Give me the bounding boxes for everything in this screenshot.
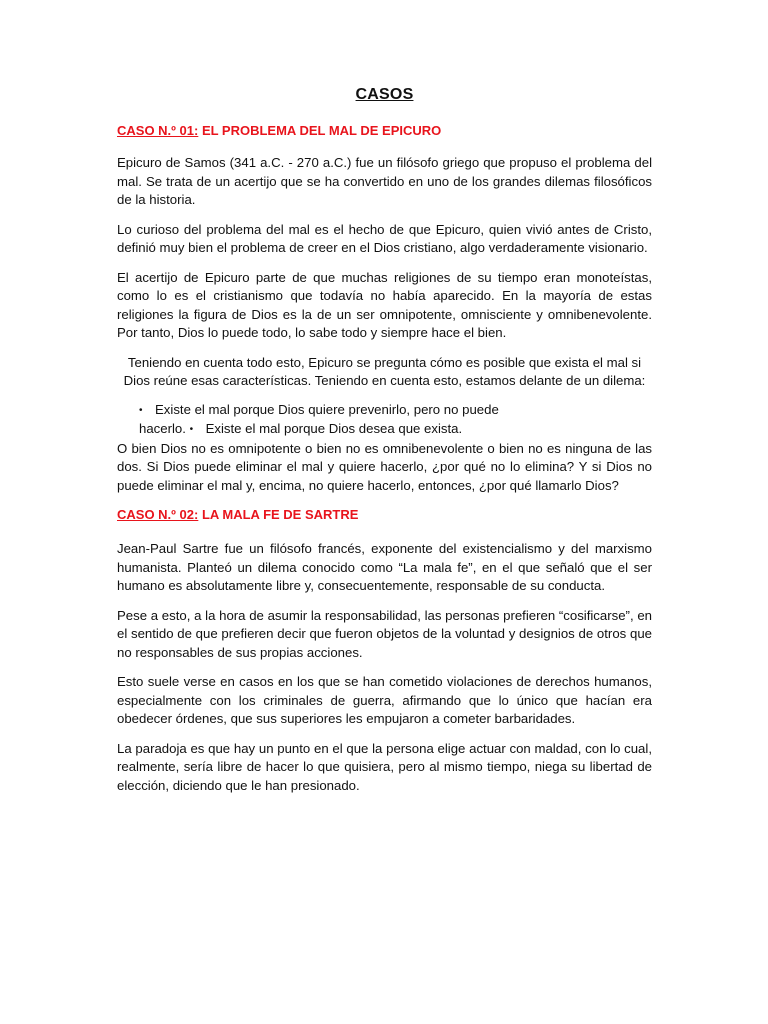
dilemma-item-1-continuation: hacerlo. [139,421,186,436]
dilemma-item-1-text: Existe el mal porque Dios quiere prevenirlo, pero no puede [155,401,499,417]
case-1-paragraph-4: Teniendo en cuenta todo esto, Epicuro se pregunta cómo es posible que exista el mal si Dios reúne esas características. Teniendo en cuenta esto, estamos delante de un dilema: [123,354,646,388]
bullet-icon: • [139,404,143,416]
dilemma-list [117,401,652,440]
case-1-section [117,122,652,495]
case-2-number: CASO N.º 02: [117,507,199,522]
case-2-paragraph-4: La paradoja es que hay un punto en el que la persona elige actuar con maldad, con lo cual, realmente, sería libre de hacer lo que quisiera, pero al mismo tiempo, niega su libertad de elección, diciendo que le han presionado. [117,740,652,793]
case-1-title: EL PROBLEMA DEL MAL DE EPICURO [198,123,442,138]
document-page [117,86,652,806]
case-2-title: LA MALA FE DE SARTRE [198,507,359,522]
case-1-paragraph-3: El acertijo de Epicuro parte de que muchas religiones de su tiempo eran monoteístas, como lo es el cristianismo que todavía no había aparecido. En la mayoría de estas religiones la figura de Dios es la de un ser omnipotente, omnisciente y omnibenevolente. Por tanto, Dios lo puede todo, lo sabe todo y siempre hace el bien. [117,269,652,340]
case-1-number: CASO N.º 01: [117,123,199,138]
case-2-paragraph-2: Pese a esto, a la hora de asumir la responsabilidad, las personas prefieren “cosificarse”, en el sentido de que prefieren decir que fueron objetos de la voluntad y designios de otros que no responsables de sus propias acciones. [117,607,652,660]
case-2-heading [117,506,652,523]
document-title: CASOS [355,86,414,103]
case-1-paragraph-2: Lo curioso del problema del mal es el hecho de que Epicuro, quien vivió antes de Cristo, definió muy bien el problema de creer en el Dios cristiano, algo verdaderamente visionario. [117,221,652,255]
case-2-paragraph-3: Esto suele verse en casos en los que se han cometido violaciones de derechos humanos, especialmente con los criminales de guerra, afirmando que lo único que hacían era obedecer órdenes, que sus superiores les empujaron a cometer barbaridades. [117,674,652,726]
case-1-paragraph-5: O bien Dios no es omnipotente o bien no es omnibenevolente o bien no es ninguna de las dos. Si Dios puede eliminar el mal y quiere hacerlo, ¿por qué no lo elimina? Y si Dios no puede eliminar el mal y, encima, no quiere hacerlo, entonces, ¿por qué llamarlo Dios? [117,440,652,493]
bullet-icon: • [189,424,194,435]
dilemma-item-2-text: Existe el mal porque Dios desea que exista. [205,421,463,436]
case-1-heading [117,122,652,139]
case-1-paragraph-1: Epicuro de Samos (341 a.C. - 270 a.C.) fue un filósofo griego que propuso el problema del mal. Se trata de un acertijo que se ha convertido en uno de los grandes dilemas filosóficos de la historia. [117,155,652,207]
dilemma-item-1 [117,401,652,421]
case-2-paragraph-1: Jean-Paul Sartre fue un filósofo francés, exponente del existencialismo y del marxismo humanista. Planteó un dilema conocido como “La mala fe”, en el que señaló que el ser humano es absolutamente libre y, consecuentemente, responsable de su conducta. [117,541,652,593]
case-2-section [117,506,652,795]
dilemma-item-2 [117,420,652,440]
